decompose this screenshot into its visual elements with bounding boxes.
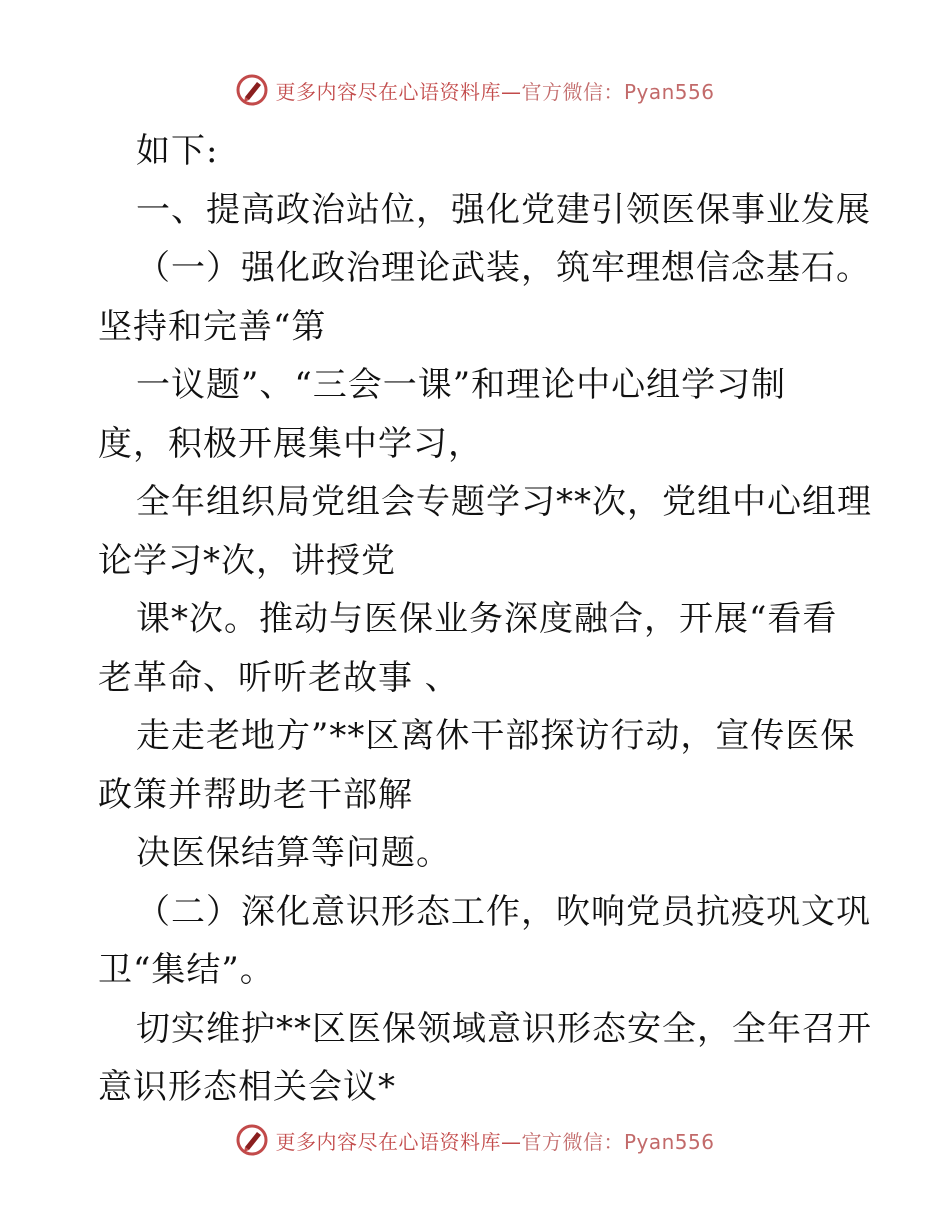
- watermark-wechat: 官方微信：Pyan556: [521, 79, 715, 104]
- header-watermark: [0, 70, 950, 110]
- text-line: 政策并帮助老干部解: [98, 774, 413, 815]
- document-body: [98, 122, 872, 1117]
- text-line: 老革命、听听老故事 、: [98, 657, 460, 698]
- watermark-text: 更多内容尽在心语资料库—: [275, 1129, 522, 1154]
- text-line: 坚持和完善“第: [98, 306, 327, 347]
- text-line: 一、提高政治站位，强化党建引领医保事业发展: [136, 189, 871, 230]
- pen-circle-logo-icon: [235, 73, 269, 107]
- text-line: 切实维护**区医保领域意识形态安全，全年召开: [136, 1008, 872, 1049]
- text-line: 卫“集结”。: [98, 950, 275, 990]
- text-line: 如下:: [136, 131, 219, 171]
- text-line: 度，积极开展集中学习，: [98, 423, 483, 464]
- footer-watermark: [0, 1120, 950, 1160]
- watermark-wechat: 官方微信：Pyan556: [521, 1129, 715, 1154]
- text-line: 意识形态相关会议*: [98, 1067, 396, 1107]
- text-line: 决医保结算等问题。: [136, 833, 451, 873]
- text-line: 课*次。推动与医保业务深度融合，开展“看看: [136, 599, 838, 639]
- text-line: 全年组织局党组会专题学习**次，党组中心组理: [136, 482, 872, 522]
- text-line: （一）强化政治理论武装，筑牢理想信念基石。: [136, 248, 871, 288]
- text-line: （二）深化意识形态工作，吹响党员抗疫巩文巩: [136, 891, 871, 932]
- text-line: 论学习*次，讲授党: [98, 540, 396, 581]
- watermark-text: 更多内容尽在心语资料库—: [275, 79, 522, 104]
- text-line: 一议题”、“三会一课”和理论中心组学习制: [136, 365, 787, 405]
- pen-circle-logo-icon: [235, 1123, 269, 1157]
- text-line: 走走老地方”**区离休干部探访行动，宣传医保: [136, 716, 856, 756]
